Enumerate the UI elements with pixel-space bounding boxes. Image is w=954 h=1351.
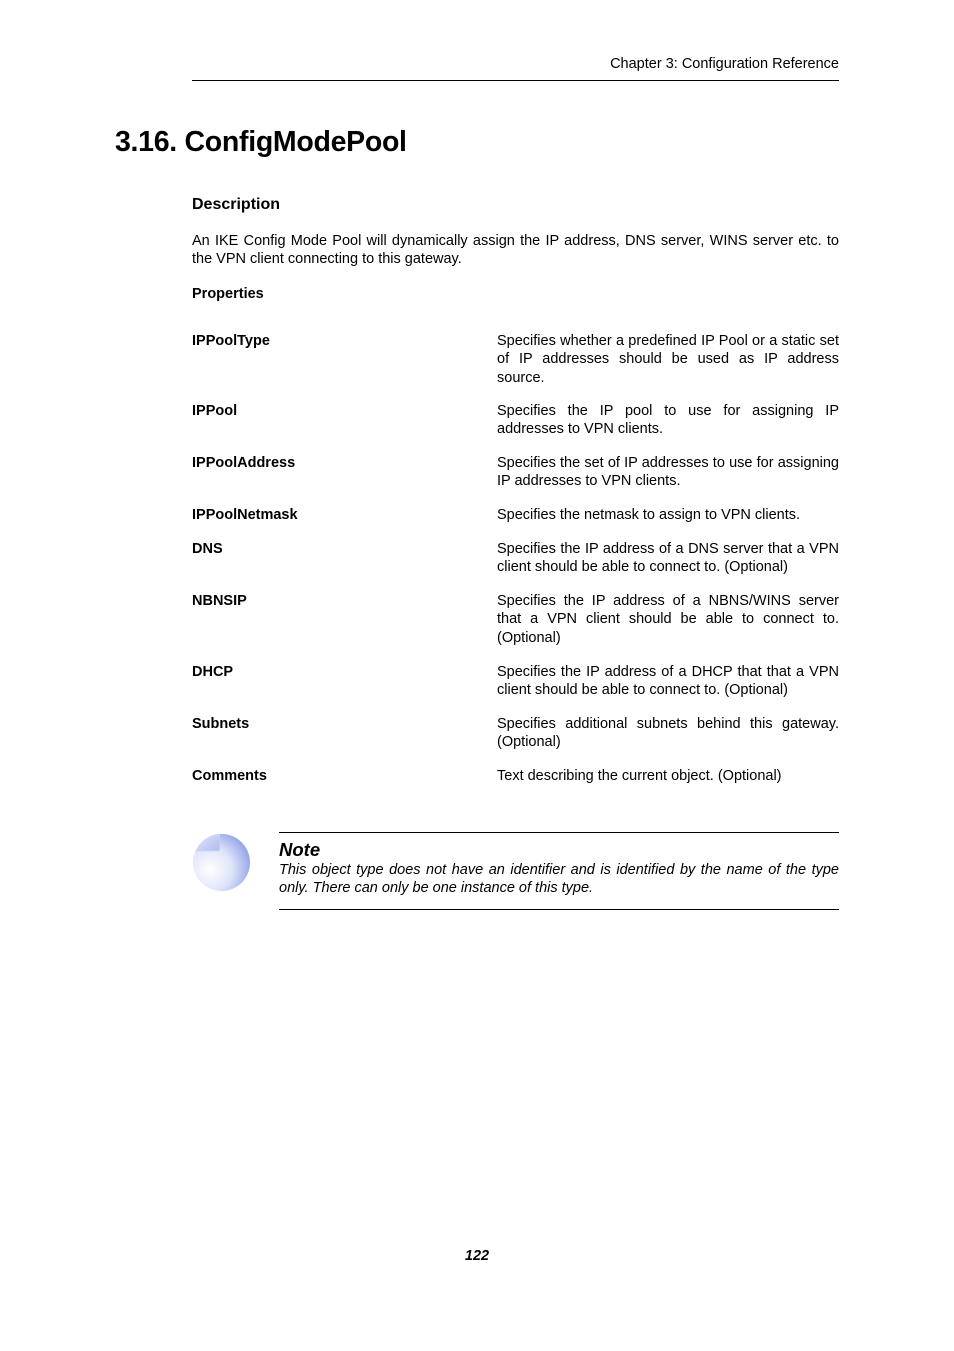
property-name: Comments bbox=[192, 768, 267, 784]
property-name: DHCP bbox=[192, 664, 234, 680]
property-description: Specifies the set of IP addresses to use for assigning IP addresses to VPN clients. bbox=[497, 455, 839, 490]
note-text: This object type does not have an identifier and is identified by the name of the type only. There can only be one instance of this type. bbox=[279, 862, 839, 897]
properties-heading: Properties bbox=[192, 286, 264, 302]
property-description: Specifies the IP address of a NBNS/WINS server that a VPN client should be able to connect to. (Optional) bbox=[497, 593, 839, 646]
note-top-rule bbox=[279, 832, 839, 833]
running-header: Chapter 3: Configuration Reference bbox=[610, 56, 839, 72]
property-description: Specifies the IP address of a DHCP that that a VPN client should be able to connect to. (Optional) bbox=[497, 664, 839, 699]
property-name: IPPool bbox=[192, 403, 238, 419]
note-bottom-rule bbox=[279, 909, 839, 910]
property-name: IPPoolNetmask bbox=[192, 507, 298, 523]
property-name: Subnets bbox=[192, 716, 250, 732]
property-description: Specifies additional subnets behind this gateway. (Optional) bbox=[497, 716, 839, 751]
page-number: 122 bbox=[464, 1248, 490, 1264]
property-description: Specifies the IP pool to use for assigning IP addresses to VPN clients. bbox=[497, 403, 839, 438]
description-heading: Description bbox=[192, 196, 281, 213]
property-description: Text describing the current object. (Optional) bbox=[497, 768, 782, 784]
property-name: NBNSIP bbox=[192, 593, 247, 609]
property-description: Specifies the IP address of a DNS server that a VPN client should be able to connect to. (Optional) bbox=[497, 541, 839, 576]
header-rule bbox=[192, 80, 839, 81]
note-page-icon bbox=[192, 833, 251, 892]
property-name: DNS bbox=[192, 541, 223, 557]
property-description: Specifies whether a predefined IP Pool or a static set of IP addresses should be used as IP address source. bbox=[497, 333, 839, 386]
page-title: 3.16. ConfigModePool bbox=[115, 126, 407, 158]
note-title: Note bbox=[279, 839, 321, 860]
property-description: Specifies the netmask to assign to VPN clients. bbox=[497, 507, 801, 523]
property-name: IPPoolType bbox=[192, 333, 270, 349]
property-name: IPPoolAddress bbox=[192, 455, 296, 471]
description-text: An IKE Config Mode Pool will dynamically assign the IP address, DNS server, WINS server etc. to the VPN client connecting to this gateway. bbox=[192, 233, 839, 268]
